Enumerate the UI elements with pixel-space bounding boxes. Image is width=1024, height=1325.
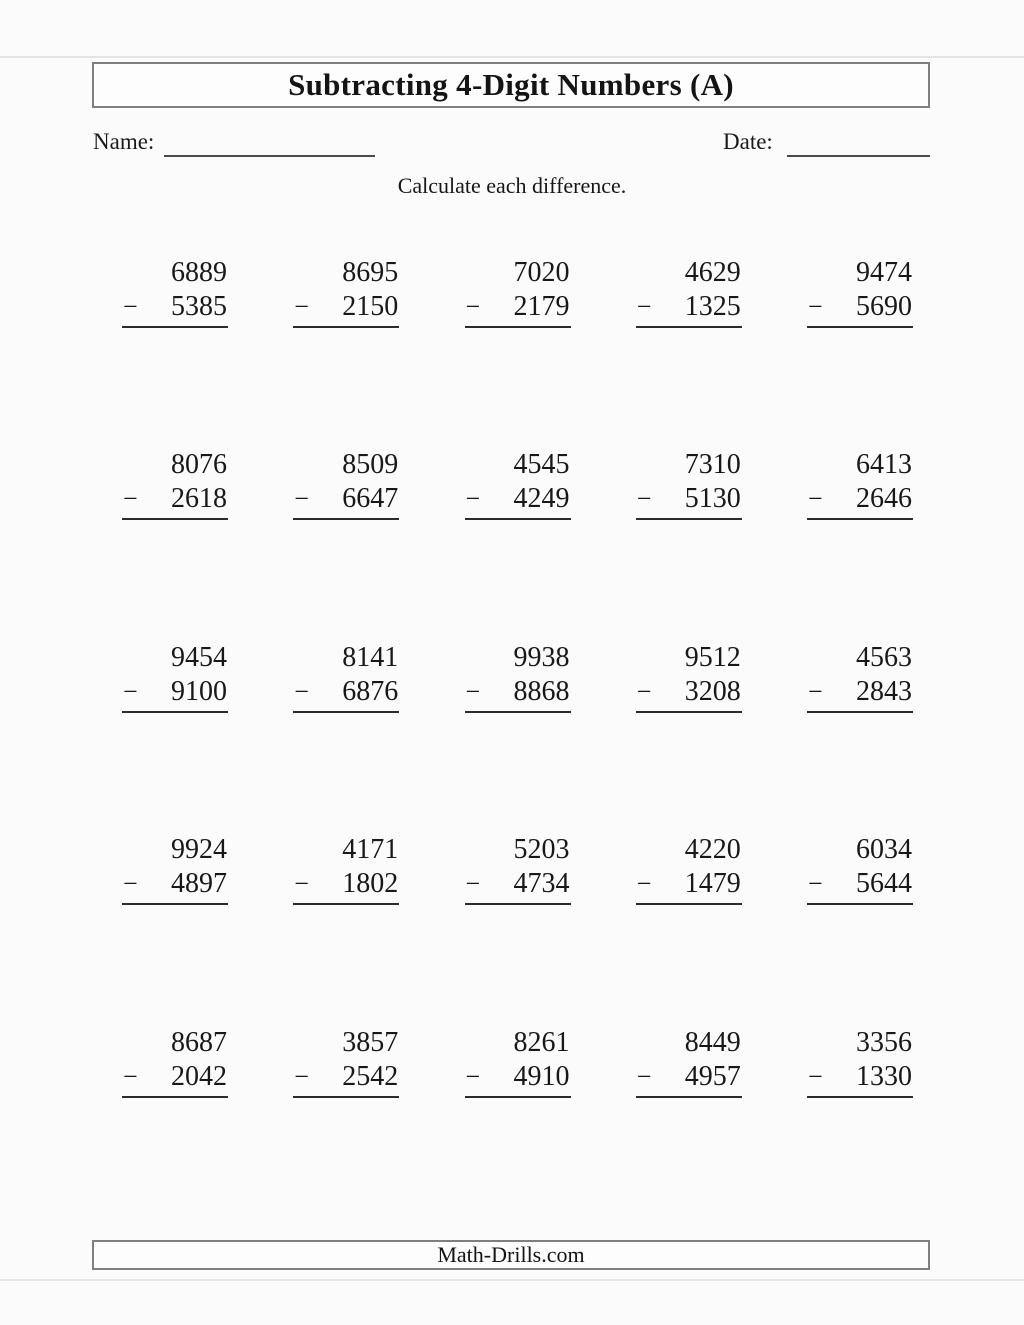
subtrahend-row [293,482,399,520]
name-label: Name: [93,129,155,154]
minus-sign: − [123,677,138,706]
minus-sign: − [808,677,823,706]
minus-sign: − [294,869,309,898]
subtrahend: 5644 [856,868,912,899]
scan-artifact-line-top [0,56,1024,58]
subtrahend-row [122,867,228,905]
subtrahend-row [293,867,399,905]
subtrahend: 4910 [513,1061,570,1092]
minus-sign: − [808,484,823,513]
minuend: 6413 [856,449,912,480]
minuend: 7020 [513,257,570,288]
minuend: 8449 [684,1027,741,1058]
subtrahend-row [807,867,913,905]
footer-box [92,1240,930,1270]
minus-sign: − [465,1062,481,1091]
subtrahend: 2618 [171,483,227,514]
problem [293,833,399,905]
subtrahend: 1479 [684,868,741,899]
problems-row [122,256,913,328]
problem [465,1026,571,1098]
problem [636,833,742,905]
minus-sign: − [294,484,309,513]
instruction-text: Calculate each difference. [397,173,627,198]
minuend: 9454 [171,642,227,673]
problem [465,833,571,905]
subtrahend-row [807,675,913,713]
minus-sign: − [123,484,138,513]
problems-row [122,833,913,905]
minuend: 8076 [171,449,227,480]
problem [636,641,742,713]
minus-sign: − [808,292,823,321]
subtrahend-row [465,1060,571,1098]
problem [636,256,742,328]
minus-sign: − [294,1062,309,1091]
problems-row [122,448,913,520]
subtrahend: 4957 [684,1061,741,1092]
subtrahend-row [636,482,742,520]
minus-sign: − [808,869,823,898]
minus-sign: − [465,677,481,706]
subtrahend: 2042 [171,1061,227,1092]
problem [636,448,742,520]
minus-sign: − [465,484,481,513]
minuend: 6889 [171,257,227,288]
problem [465,256,571,328]
scan-artifact-line-bottom [0,1279,1024,1281]
problem [636,1026,742,1098]
minuend: 4220 [684,834,741,865]
subtrahend-row [465,675,571,713]
subtrahend: 5130 [684,483,741,514]
minuend: 8261 [513,1027,570,1058]
minus-sign: − [636,292,652,321]
minuend: 6034 [856,834,912,865]
footer-title: Math-Drills.com [437,1242,585,1267]
problem [807,448,913,520]
subtrahend: 2150 [342,291,399,322]
subtrahend: 1802 [342,868,399,899]
problem [122,641,228,713]
minus-sign: − [636,677,652,706]
subtrahend: 9100 [171,676,227,707]
minus-sign: − [636,869,652,898]
subtrahend-row [122,290,228,328]
minuend: 4629 [684,257,741,288]
subtrahend-row [636,290,742,328]
minuend: 8687 [171,1027,227,1058]
minuend: 4563 [856,642,912,673]
minuend: 4171 [342,834,399,865]
problem [465,641,571,713]
subtrahend-row [122,1060,228,1098]
subtrahend-row [122,675,228,713]
subtrahend-row [636,1060,742,1098]
subtrahend: 2542 [342,1061,399,1092]
title-box [92,62,930,108]
subtrahend: 6876 [342,676,399,707]
subtrahend-row [636,867,742,905]
problem [807,641,913,713]
subtrahend: 1325 [684,291,741,322]
date-label: Date: [723,129,773,154]
minuend: 8509 [342,449,399,480]
date-blank-line [787,131,930,157]
minus-sign: − [123,1062,138,1091]
subtrahend-row [122,482,228,520]
subtrahend-row [293,1060,399,1098]
subtrahend: 5385 [171,291,227,322]
problems-row [122,641,913,713]
minuend: 9938 [513,642,570,673]
subtrahend: 2646 [856,483,912,514]
problem [465,448,571,520]
minuend: 4545 [513,449,570,480]
subtrahend: 2179 [513,291,570,322]
minuend: 3857 [342,1027,399,1058]
subtrahend: 5690 [856,291,912,322]
subtrahend: 4734 [513,868,570,899]
minus-sign: − [636,1062,652,1091]
subtrahend: 4897 [171,868,227,899]
subtrahend: 8868 [513,676,570,707]
minuend: 7310 [684,449,741,480]
subtrahend-row [465,290,571,328]
minus-sign: − [123,869,138,898]
problem [122,448,228,520]
minus-sign: − [808,1062,823,1091]
minus-sign: − [636,484,652,513]
problem [293,1026,399,1098]
minuend: 8695 [342,257,399,288]
minus-sign: − [294,677,309,706]
minus-sign: − [465,292,481,321]
subtrahend-row [807,482,913,520]
minuend: 5203 [513,834,570,865]
subtrahend-row [293,290,399,328]
subtrahend-row [465,482,571,520]
problem [807,1026,913,1098]
problem [807,256,913,328]
subtrahend: 1330 [856,1061,912,1092]
minuend: 9474 [856,257,912,288]
subtrahend-row [807,290,913,328]
problem [122,1026,228,1098]
subtrahend: 3208 [684,676,741,707]
subtrahend-row [636,675,742,713]
minus-sign: − [294,292,309,321]
problem [293,641,399,713]
minuend: 9512 [684,642,741,673]
subtrahend: 4249 [513,483,570,514]
problem [293,448,399,520]
problems-row [122,1026,913,1098]
subtrahend: 2843 [856,676,912,707]
problem [122,256,228,328]
minuend: 3356 [856,1027,912,1058]
minus-sign: − [123,292,138,321]
name-blank-line [164,131,375,157]
subtrahend-row [465,867,571,905]
subtrahend: 6647 [342,483,399,514]
worksheet-title: Subtracting 4-Digit Numbers (A) [288,67,734,102]
problem [122,833,228,905]
problem [807,833,913,905]
problem [293,256,399,328]
minus-sign: − [465,869,481,898]
subtrahend-row [293,675,399,713]
minuend: 9924 [171,834,227,865]
minuend: 8141 [342,642,399,673]
subtrahend-row [807,1060,913,1098]
